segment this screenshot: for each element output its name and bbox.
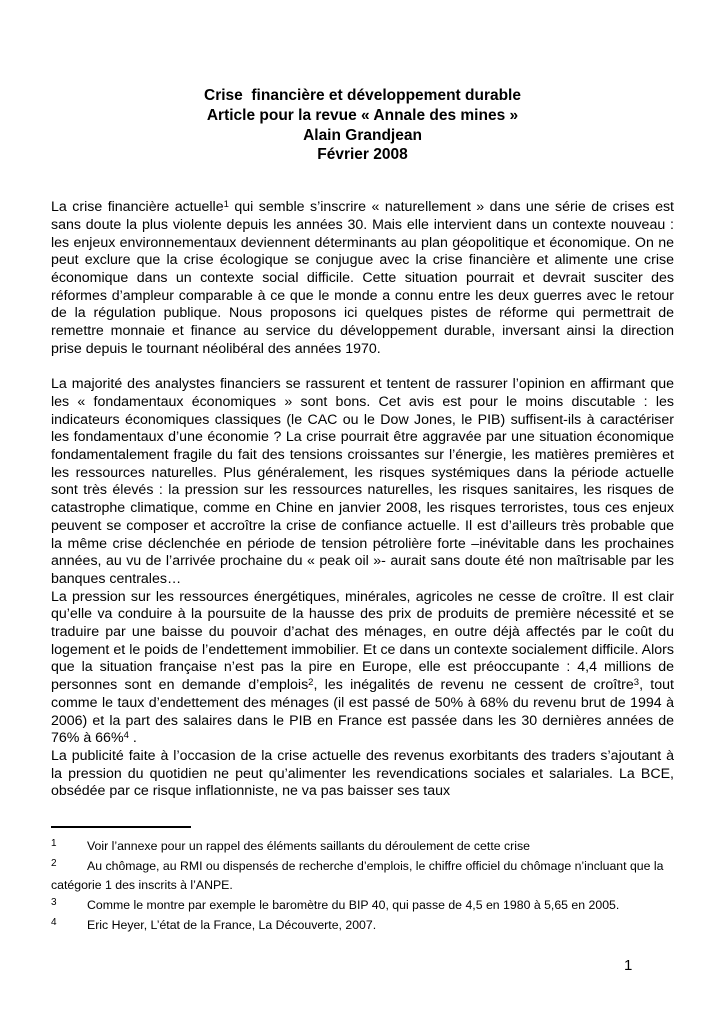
title-line-date: Février 2008 [317,146,408,164]
paragraph-text: , tout comme le taux d’endettement des ménages (il est passé de 50% à 68% du revenu brut de 1994 à 2006) et la part des salaires dans le PIB en France est passée dans les 30 dernières années de 76% à 66% [51,677,674,747]
footnote-ref-4: 4 [123,729,129,741]
footnotes-section [51,826,674,934]
footnote-marker-2: 2 [51,858,57,870]
paragraph-2 [51,376,674,588]
footnote-4 [51,914,674,934]
footnote-text-4: Eric Heyer, L’état de la France, La Découverte, 2007. [87,918,377,933]
document-body [51,199,674,801]
footnote-marker-1: 1 [51,838,57,849]
paragraph-1 [51,199,674,358]
page-number: 1 [624,957,633,974]
footnote-text-2: Au chômage, au RMI ou dispensés de recherche d’emplois, le chiffre officiel du chômage n’incluant que la catégorie 1 des inscrits à l’ANPE. [51,859,664,892]
document-content [51,0,674,801]
title-line-author: Alain Grandjean [303,126,422,144]
paragraph-3 [51,589,674,748]
document-title [51,86,674,165]
footnote-ref-1: 1 [223,198,229,210]
paragraph-text: , les inégalités de revenu ne cessent de croître [313,677,634,694]
footnote-2 [51,855,674,894]
paragraph-text: La crise financière actuelle [51,199,224,216]
footnote-marker-3: 3 [51,896,57,908]
footnote-text-1: Voir l’annexe pour un rappel des éléments saillants du déroulement de cette crise [87,839,530,853]
footnote-3 [51,894,674,914]
footnote-text-3: Comme le montre par exemple le baromètre du BIP 40, qui passe de 4,5 en 1980 à 5,65 en 2005. [87,897,620,912]
paragraph-text: . [128,730,137,747]
paragraph-text: La publicité faite à l’occasion de la crise actuelle des revenus exorbitants des traders s’ajoutant à la pression du quotidien ne peut qu’alimenter les revendications sociales et salariales. La BCE, obsédée par ce risque inflationniste, ne va pas baisser ses taux [51,747,674,800]
footnote-marker-4: 4 [51,917,57,929]
paragraph-4 [51,748,674,801]
paragraph-text: La pression sur les ressources énergétiques, minérales, agricoles ne cesse de croître. Il est clair qu’elle va conduire à la poursuite de la hausse des prix de produits de première nécessité et se traduire par une baisse du pouvoir d’achat des ménages, en outre déjà affectés par le coût du logement et le poids de l’endettement immobilier. Et ce dans un contexte socialement difficile. Alors que la situation française n’est pas la pire en Europe, elle est préoccupante : 4,4 millions de personnes sont en demande d’emplois [51,588,674,694]
title-line-main: Crise financière et développement durable [204,87,521,104]
paragraph-text: La majorité des analystes financiers se rassurent et tentent de rassurer l’opinion en affirmant que les « fondamentaux économiques » sont bons. Cet avis est pour le moins discutable : les indicateurs économiques classiques (le CAC ou le Dow Jones, le PIB) suffisent-ils à caractériser les fondamentaux d’une économie ? La crise pourrait être aggravée par une situation économique fondamentalement fragile du fait des tensions croissantes sur l’énergie, les matières premières et les ressources naturelles. Plus généralement, les risques systémiques dans la période actuelle sont très élevés : la pression sur les ressources naturelles, les risques sanitaires, les risques de catastrophe climatique, comme en Chine en janvier 2008, les risques terroristes, tous ces enjeux peuvent se composer et accroître la crise de confiance actuelle. Il est d’ailleurs très probable que la même crise déclenchée en période de tension pétrolière forte –inévitable dans les prochaines années, au vu de l’arrivée prochaine du « peak oil »- aurait sans doute été non maîtrisable par les banques centrales… [51,376,674,587]
footnote-1 [51,835,674,855]
footnote-ref-2: 2 [308,676,314,688]
title-line-subtitle: Article pour la revue « Annale des mines » [206,106,519,124]
footnote-ref-3: 3 [633,676,640,688]
paragraph-text: qui semble s’inscrire « naturellement » dans une série de crises est sans doute la plus violente depuis les années 30. Mais elle intervient dans un contexte nouveau : les enjeux environnementaux deviennent déterminants au plan géopolitique et économique. On ne peut exclure que la crise écologique se conjugue avec la crise financière et alimente une crise économique dans un contexte social difficile. Cette situation pourrait et devrait susciter des réformes d’ampleur comparable à ce que le monde a connu entre les deux guerres avec le retour de la régulation publique. Nous proposons ici quelques pistes de réforme qui permettrait de remettre monnaie et finance au service du développement durable, inversant ainsi la direction prise depuis le tournant néolibéral des années 1970. [51,199,675,357]
footnote-separator [51,826,191,828]
